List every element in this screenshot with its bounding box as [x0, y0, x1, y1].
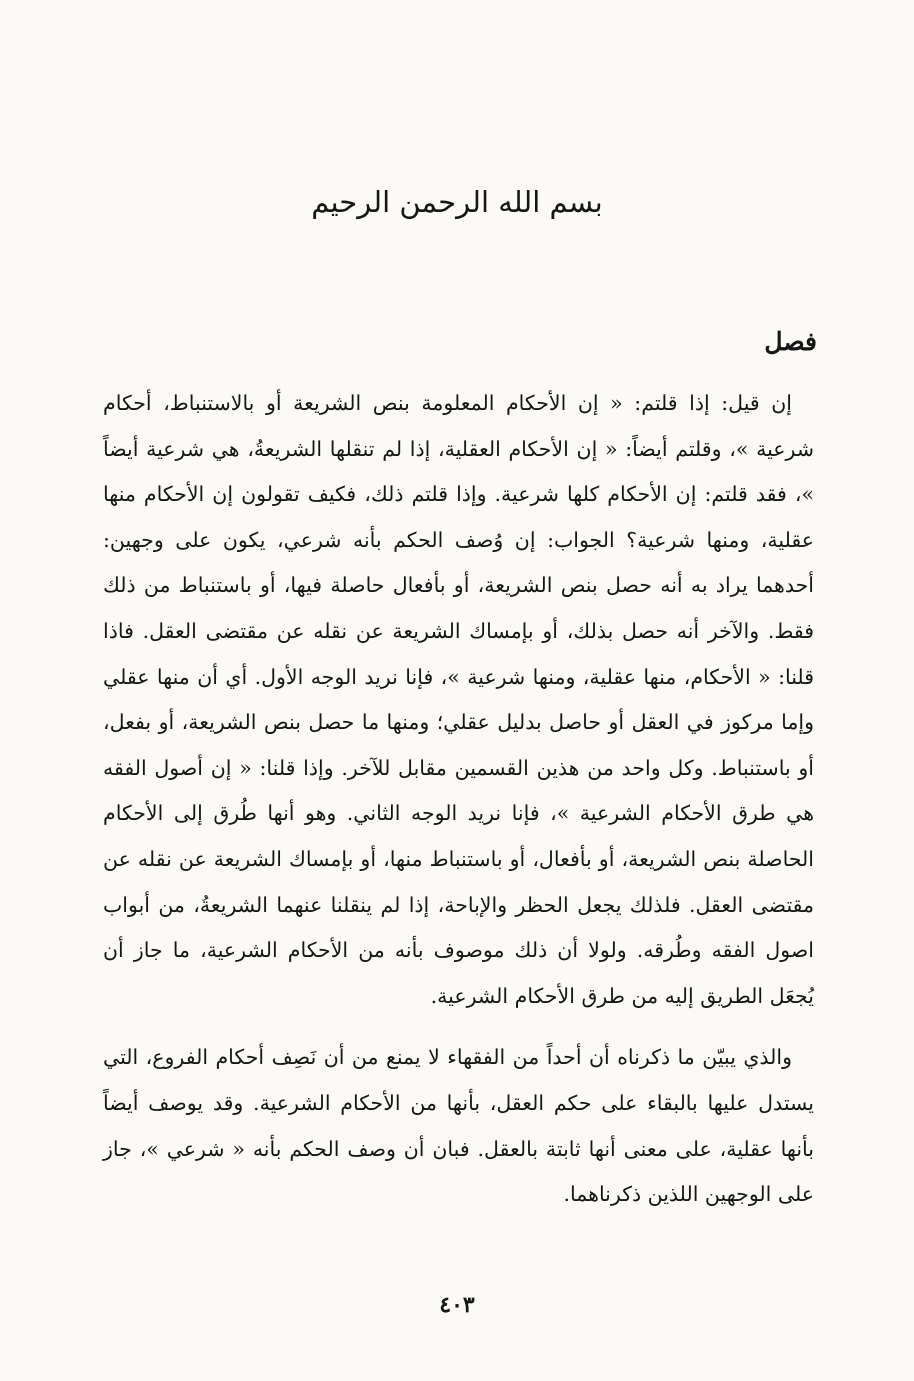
- page-number: ٤٠٣: [439, 1292, 475, 1318]
- body-text: [103, 381, 814, 1218]
- paragraph: والذي يبيّن ما ذكرناه أن أحداً من الفقهاء لا يمنع من أن نَصِف أحكام الفروع، التي يستدل عليها بالبقاء على حكم العقل، بأنها من الأحكام الشرعية. وقد يوصف أيضاً بأنها عقلية، على معنى أنها ثابتة بالعقل. فبان أن وصف الحكم بأنه « شرعي »، جاز على الوجهين اللذين ذكرناهما.: [103, 1045, 814, 1207]
- section-heading: فصل: [764, 327, 817, 356]
- basmala-title: بسم الله الرحمن الرحيم: [311, 185, 603, 219]
- paragraph: إن قيل: إذا قلتم: « إن الأحكام المعلومة بنص الشريعة أو بالاستنباط، أحكام شرعية »، وقلتم أيضاً: « إن الأحكام العقلية، إذا لم تنقلها الشريعةُ، هي شرعية أيضاً »، فقد قلتم: إن الأحكام كلها شرعية. وإذا قلتم ذلك، فكيف تقولون إن الأحكام منها عقلية، ومنها شرعية؟ الجواب: إن وُصف الحكم بأنه شرعي، يكون على وجهين: أحدهما يراد به أنه حصل بنص الشريعة، أو بأفعال حاصلة فيها، أو باستنباط من ذلك فقط. والآخر أنه حصل بذلك، أو بإمساك الشريعة عن نقله عن مقتضى العقل. فاذا قلنا: « الأحكام، منها عقلية، ومنها شرعية »، فإنا نريد الوجه الأول. أي أن منها عقلي وإما مركوز في العقل أو حاصل بدليل عقلي؛ ومنها ما حصل بنص الشريعة، أو بفعل، أو باستنباط. وكل واحد من هذين القسمين مقابل للآخر. وإذا قلنا: « إن أصول الفقه هي طرق الأحكام الشرعية »، فإنا نريد الوجه الثاني. وهو أنها طُرق إلى الأحكام الحاصلة بنص الشريعة، أو بأفعال، أو باستنباط منها، أو بإمساك الشريعة عن نقله عن مقتضى العقل. فلذلك يجعل الحظر والإباحة، إذا لم ينقلنا عنهما الشريعةُ، من أبواب اصول الفقه وطُرقه. ولولا أن ذلك موصوف بأنه من الأحكام الشرعية، ما جاز أن يُجعَل الطريق إليه من طرق الأحكام الشرعية.: [103, 391, 815, 1008]
